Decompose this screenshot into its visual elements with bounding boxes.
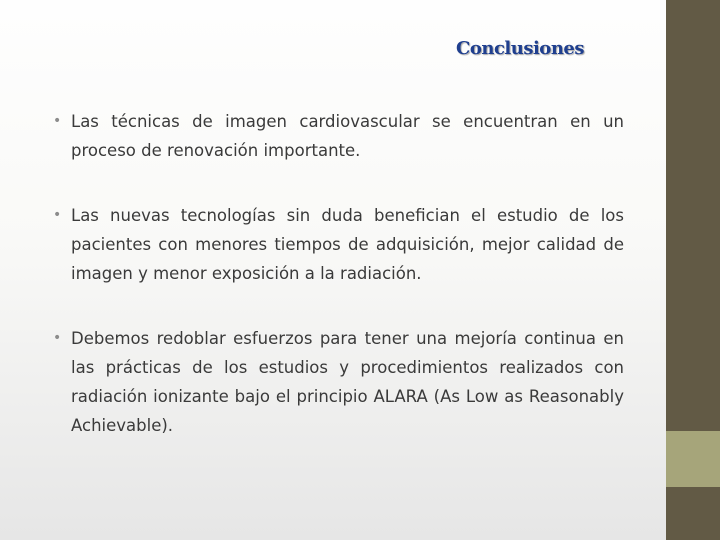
- bullet-item-2: • Las nuevas tecnologías sin duda benefician el estudio de los pacientes con menores tiempos de adquisición, mejor calidad de imagen y menor exposición a la radiación.: [50, 201, 624, 288]
- bullet-list: [50, 107, 624, 476]
- bullet-item-1: • Las técnicas de imagen cardiovascular se encuentran en un proceso de renovación importante.: [50, 107, 624, 165]
- bullet-item-3: • Debemos redoblar esfuerzos para tener una mejoría continua en las prácticas de los estudios y procedimientos realizados con radiación ionizante bajo el principio ALARA (As Low as Reasonably Achievable).: [50, 324, 624, 440]
- slide-title: Conclusiones: [456, 38, 584, 59]
- side-band-top: [666, 0, 720, 431]
- side-band-accent: [666, 431, 720, 487]
- side-band-bottom: [666, 487, 720, 540]
